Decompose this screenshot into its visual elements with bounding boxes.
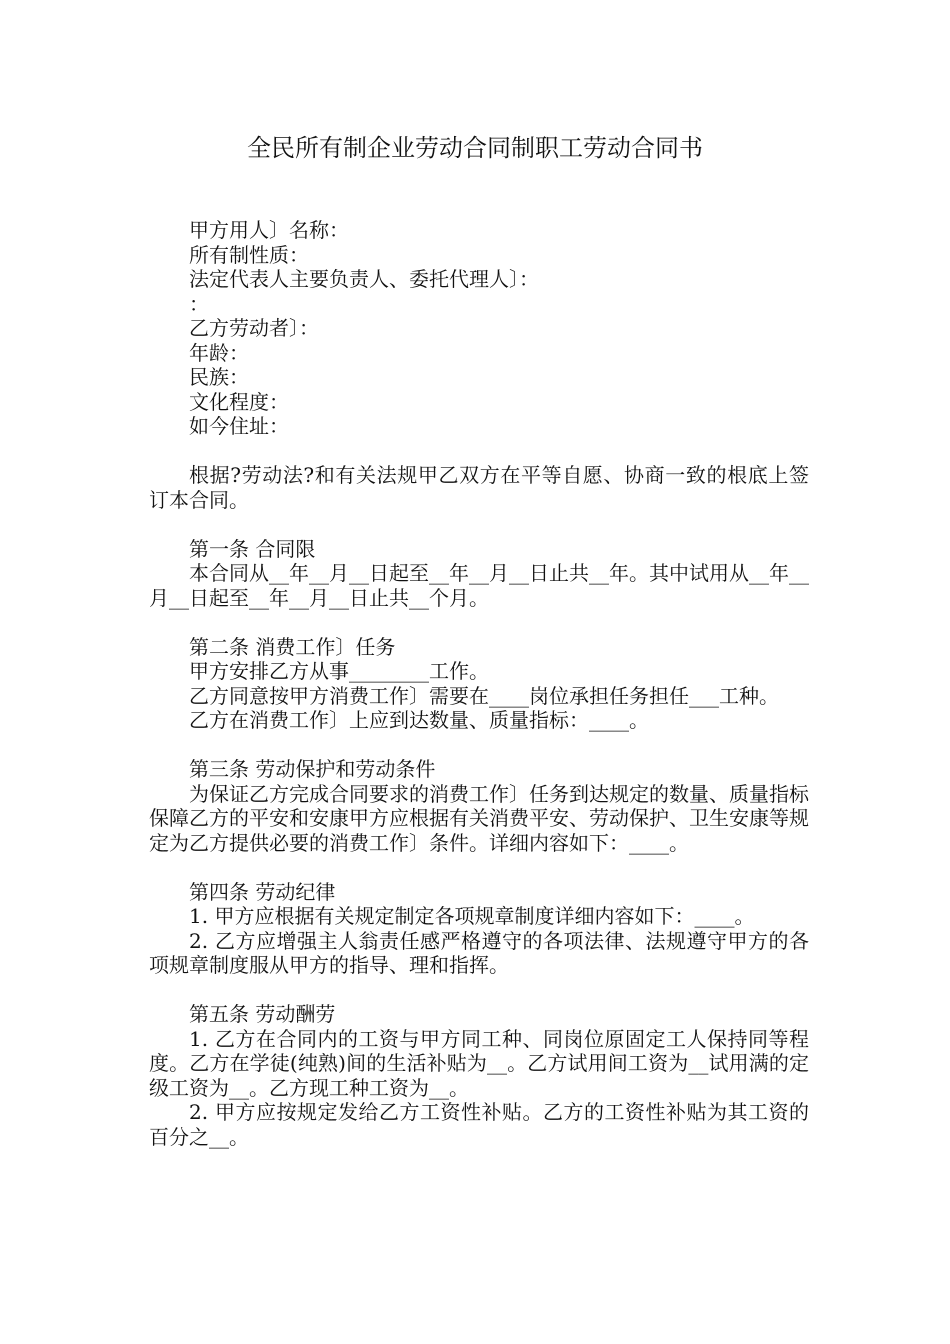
party-b-label: 乙方劳动者〕：: [189, 316, 319, 340]
article-2-heading: 第二条 消费工作〕任务: [189, 634, 396, 659]
party-a-name-label: 甲方用人〕名称：: [189, 218, 349, 242]
article-4-paragraph-2: 2. 乙方应增强主人翁责任感严格遵守的各项法律、法规遵守甲方的各项规章制度服从甲方的指导、理和指挥。: [149, 928, 809, 977]
article-1-heading: 第一条 合同限: [189, 536, 316, 561]
age-label: 年龄：: [189, 340, 249, 365]
preamble: 根据?劳动法?和有关法规甲乙双方在平等自愿、协商一致的根底上签订本合同。: [149, 463, 809, 512]
article-2-paragraph-1: 甲方安排乙方从事________工作。: [189, 659, 489, 683]
document-body: [149, 218, 809, 1149]
article-4-heading: 第四条 劳动纪律: [189, 879, 336, 904]
article-5-heading: 第五条 劳动酬劳: [189, 1002, 336, 1026]
legal-representative-label: 法定代表人主要负责人、委托代理人〕：: [189, 267, 539, 291]
article-5-paragraph-1: 1. 乙方在合同内的工资与甲方同工种、同岗位原固定工人保持同等程度。乙方在学徒(纯熟)间的生活补贴为__。乙方试用间工资为__试用满的定级工资为__。乙方现工种工资为__。: [149, 1026, 809, 1100]
ownership-label: 所有制性质：: [189, 242, 309, 267]
article-5-paragraph-2: 2. 甲方应按规定发给乙方工资性补贴。乙方的工资性补贴为其工资的百分之__。: [149, 1100, 809, 1149]
education-label: 文化程度：: [189, 389, 289, 414]
article-2-paragraph-2: 乙方同意按甲方消费工作〕需要在____岗位承担任务担任___工种。: [189, 683, 779, 708]
document-title: 全民所有制企业劳动合同制职工劳动合同书: [247, 134, 703, 162]
colon-line: ：: [189, 291, 209, 316]
ethnicity-label: 民族：: [189, 365, 249, 389]
article-4-paragraph-1: 1. 甲方应根据有关规定制定各项规章制度详细内容如下：____。: [189, 904, 755, 928]
article-2-paragraph-3: 乙方在消费工作〕上应到达数量、质量指标：____。: [189, 708, 649, 732]
address-label: 如今住址：: [189, 414, 289, 438]
article-3-heading: 第三条 劳动保护和劳动条件: [189, 757, 436, 781]
party-info: [149, 218, 809, 439]
article-1-paragraph: 本合同从__年__月__日起至__年__月__日止共__年。其中试用从__年__月__日起至__年__月__日止共__个月。: [149, 561, 809, 610]
article-3-paragraph: 为保证乙方完成合同要求的消费工作〕任务到达规定的数量、质量指标保障乙方的平安和安康甲方应根据有关消费平安、劳动保护、卫生安康等规定为乙方提供必要的消费工作〕条件。详细内容如下：____。: [149, 781, 809, 855]
